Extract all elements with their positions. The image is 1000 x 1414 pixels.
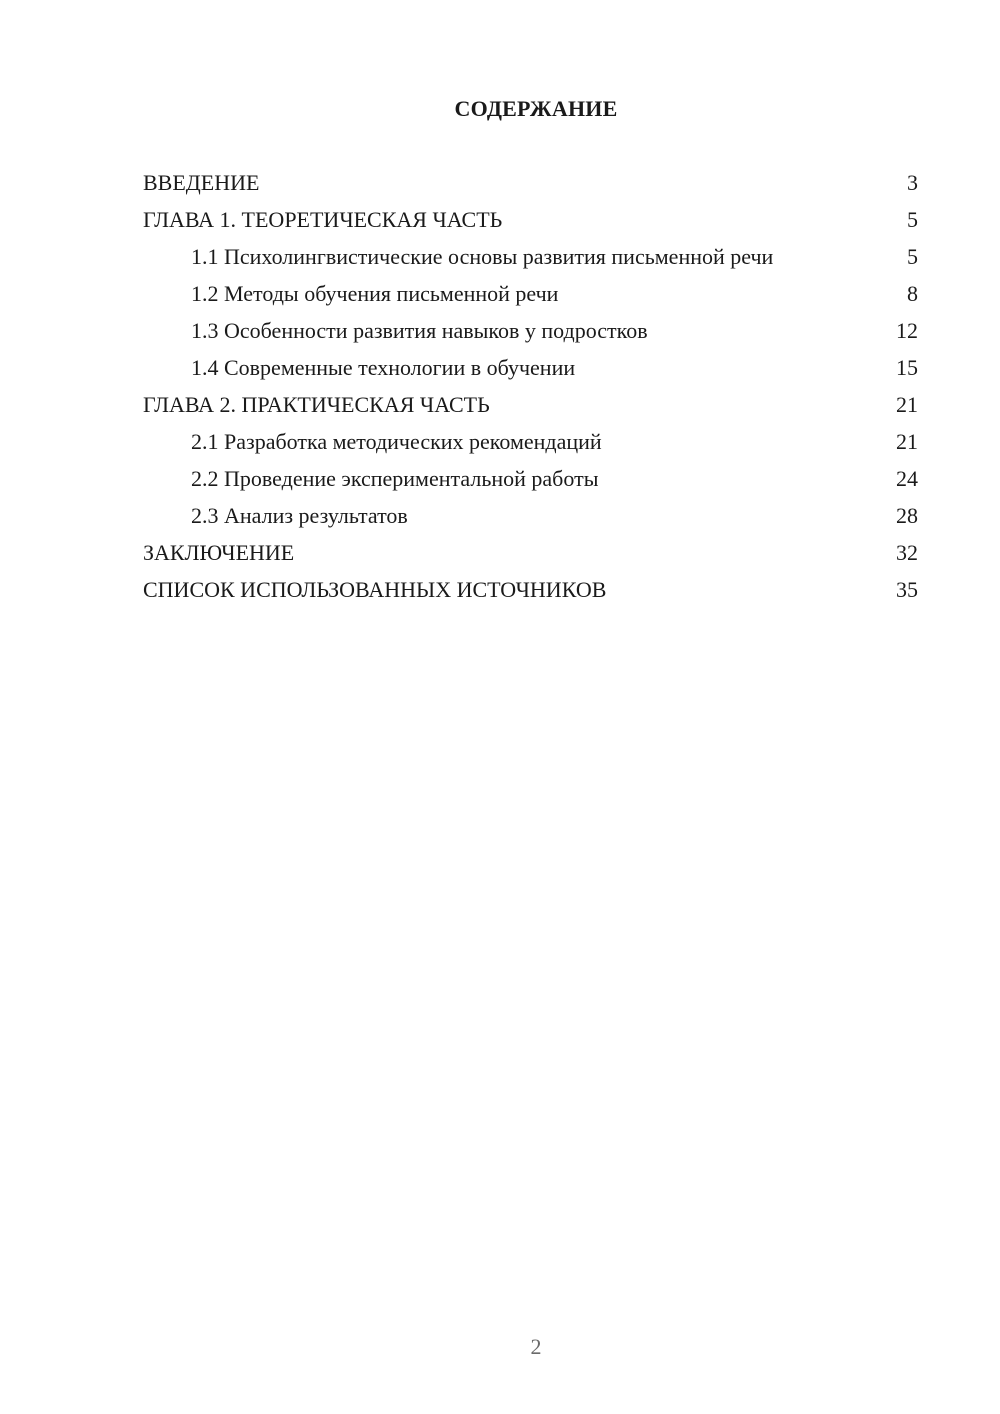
toc-entry-page: 5 bbox=[907, 207, 918, 232]
toc-entry-page: 5 bbox=[907, 244, 918, 269]
toc-entry-references[interactable] bbox=[143, 577, 918, 603]
toc-entry-label: 1.3 Особенности развития навыков у подростков bbox=[191, 318, 648, 343]
toc-entry-label: 1.4 Современные технологии в обучении bbox=[191, 355, 576, 380]
toc-entry-label: 2.3 Анализ результатов bbox=[191, 503, 408, 528]
toc-entry-page: 21 bbox=[896, 429, 918, 454]
toc-entry-label: 1.2 Методы обучения письменной речи bbox=[191, 281, 559, 306]
toc-entry-page: 15 bbox=[896, 355, 918, 380]
toc-entry-label: СПИСОК ИСПОЛЬЗОВАННЫХ ИСТОЧНИКОВ bbox=[143, 577, 607, 602]
toc-entry-label: ГЛАВА 2. ПРАКТИЧЕСКАЯ ЧАСТЬ bbox=[143, 392, 490, 417]
toc-entry-label: 1.1 Психолингвистические основы развития письменной речи bbox=[191, 244, 774, 269]
toc-entry-section-2-1[interactable] bbox=[143, 429, 918, 455]
toc-entry-label: 2.2 Проведение экспериментальной работы bbox=[191, 466, 599, 491]
toc-entry-section-1-2[interactable] bbox=[143, 281, 918, 307]
toc-entry-label: ЗАКЛЮЧЕНИЕ bbox=[143, 540, 295, 565]
toc-entry-page: 24 bbox=[896, 466, 918, 491]
toc-entry-page: 35 bbox=[896, 577, 918, 602]
toc-entry-page: 32 bbox=[896, 540, 918, 565]
toc-entry-label: ГЛАВА 1. ТЕОРЕТИЧЕСКАЯ ЧАСТЬ bbox=[143, 207, 503, 232]
toc-entry-conclusion[interactable] bbox=[143, 540, 918, 566]
toc-entry-page: 3 bbox=[907, 170, 918, 195]
page-number: 2 bbox=[530, 1334, 542, 1359]
toc-entry-introduction[interactable] bbox=[143, 170, 918, 196]
toc-entry-page: 8 bbox=[907, 281, 918, 306]
toc-entry-label: ВВЕДЕНИЕ bbox=[143, 170, 260, 195]
toc-entry-chapter-1[interactable] bbox=[143, 207, 918, 233]
toc-entry-chapter-2[interactable] bbox=[143, 392, 918, 418]
table-of-contents bbox=[143, 170, 918, 614]
toc-entry-section-1-3[interactable] bbox=[143, 318, 918, 344]
toc-entry-label: 2.1 Разработка методических рекомендаций bbox=[191, 429, 602, 454]
toc-entry-section-2-3[interactable] bbox=[143, 503, 918, 529]
toc-entry-section-1-4[interactable] bbox=[143, 355, 918, 381]
toc-entry-page: 12 bbox=[896, 318, 918, 343]
toc-entry-page: 21 bbox=[896, 392, 918, 417]
page-title: СОДЕРЖАНИЕ bbox=[454, 96, 618, 121]
toc-entry-section-2-2[interactable] bbox=[143, 466, 918, 492]
toc-entry-section-1-1[interactable] bbox=[143, 244, 918, 270]
toc-entry-page: 28 bbox=[896, 503, 918, 528]
